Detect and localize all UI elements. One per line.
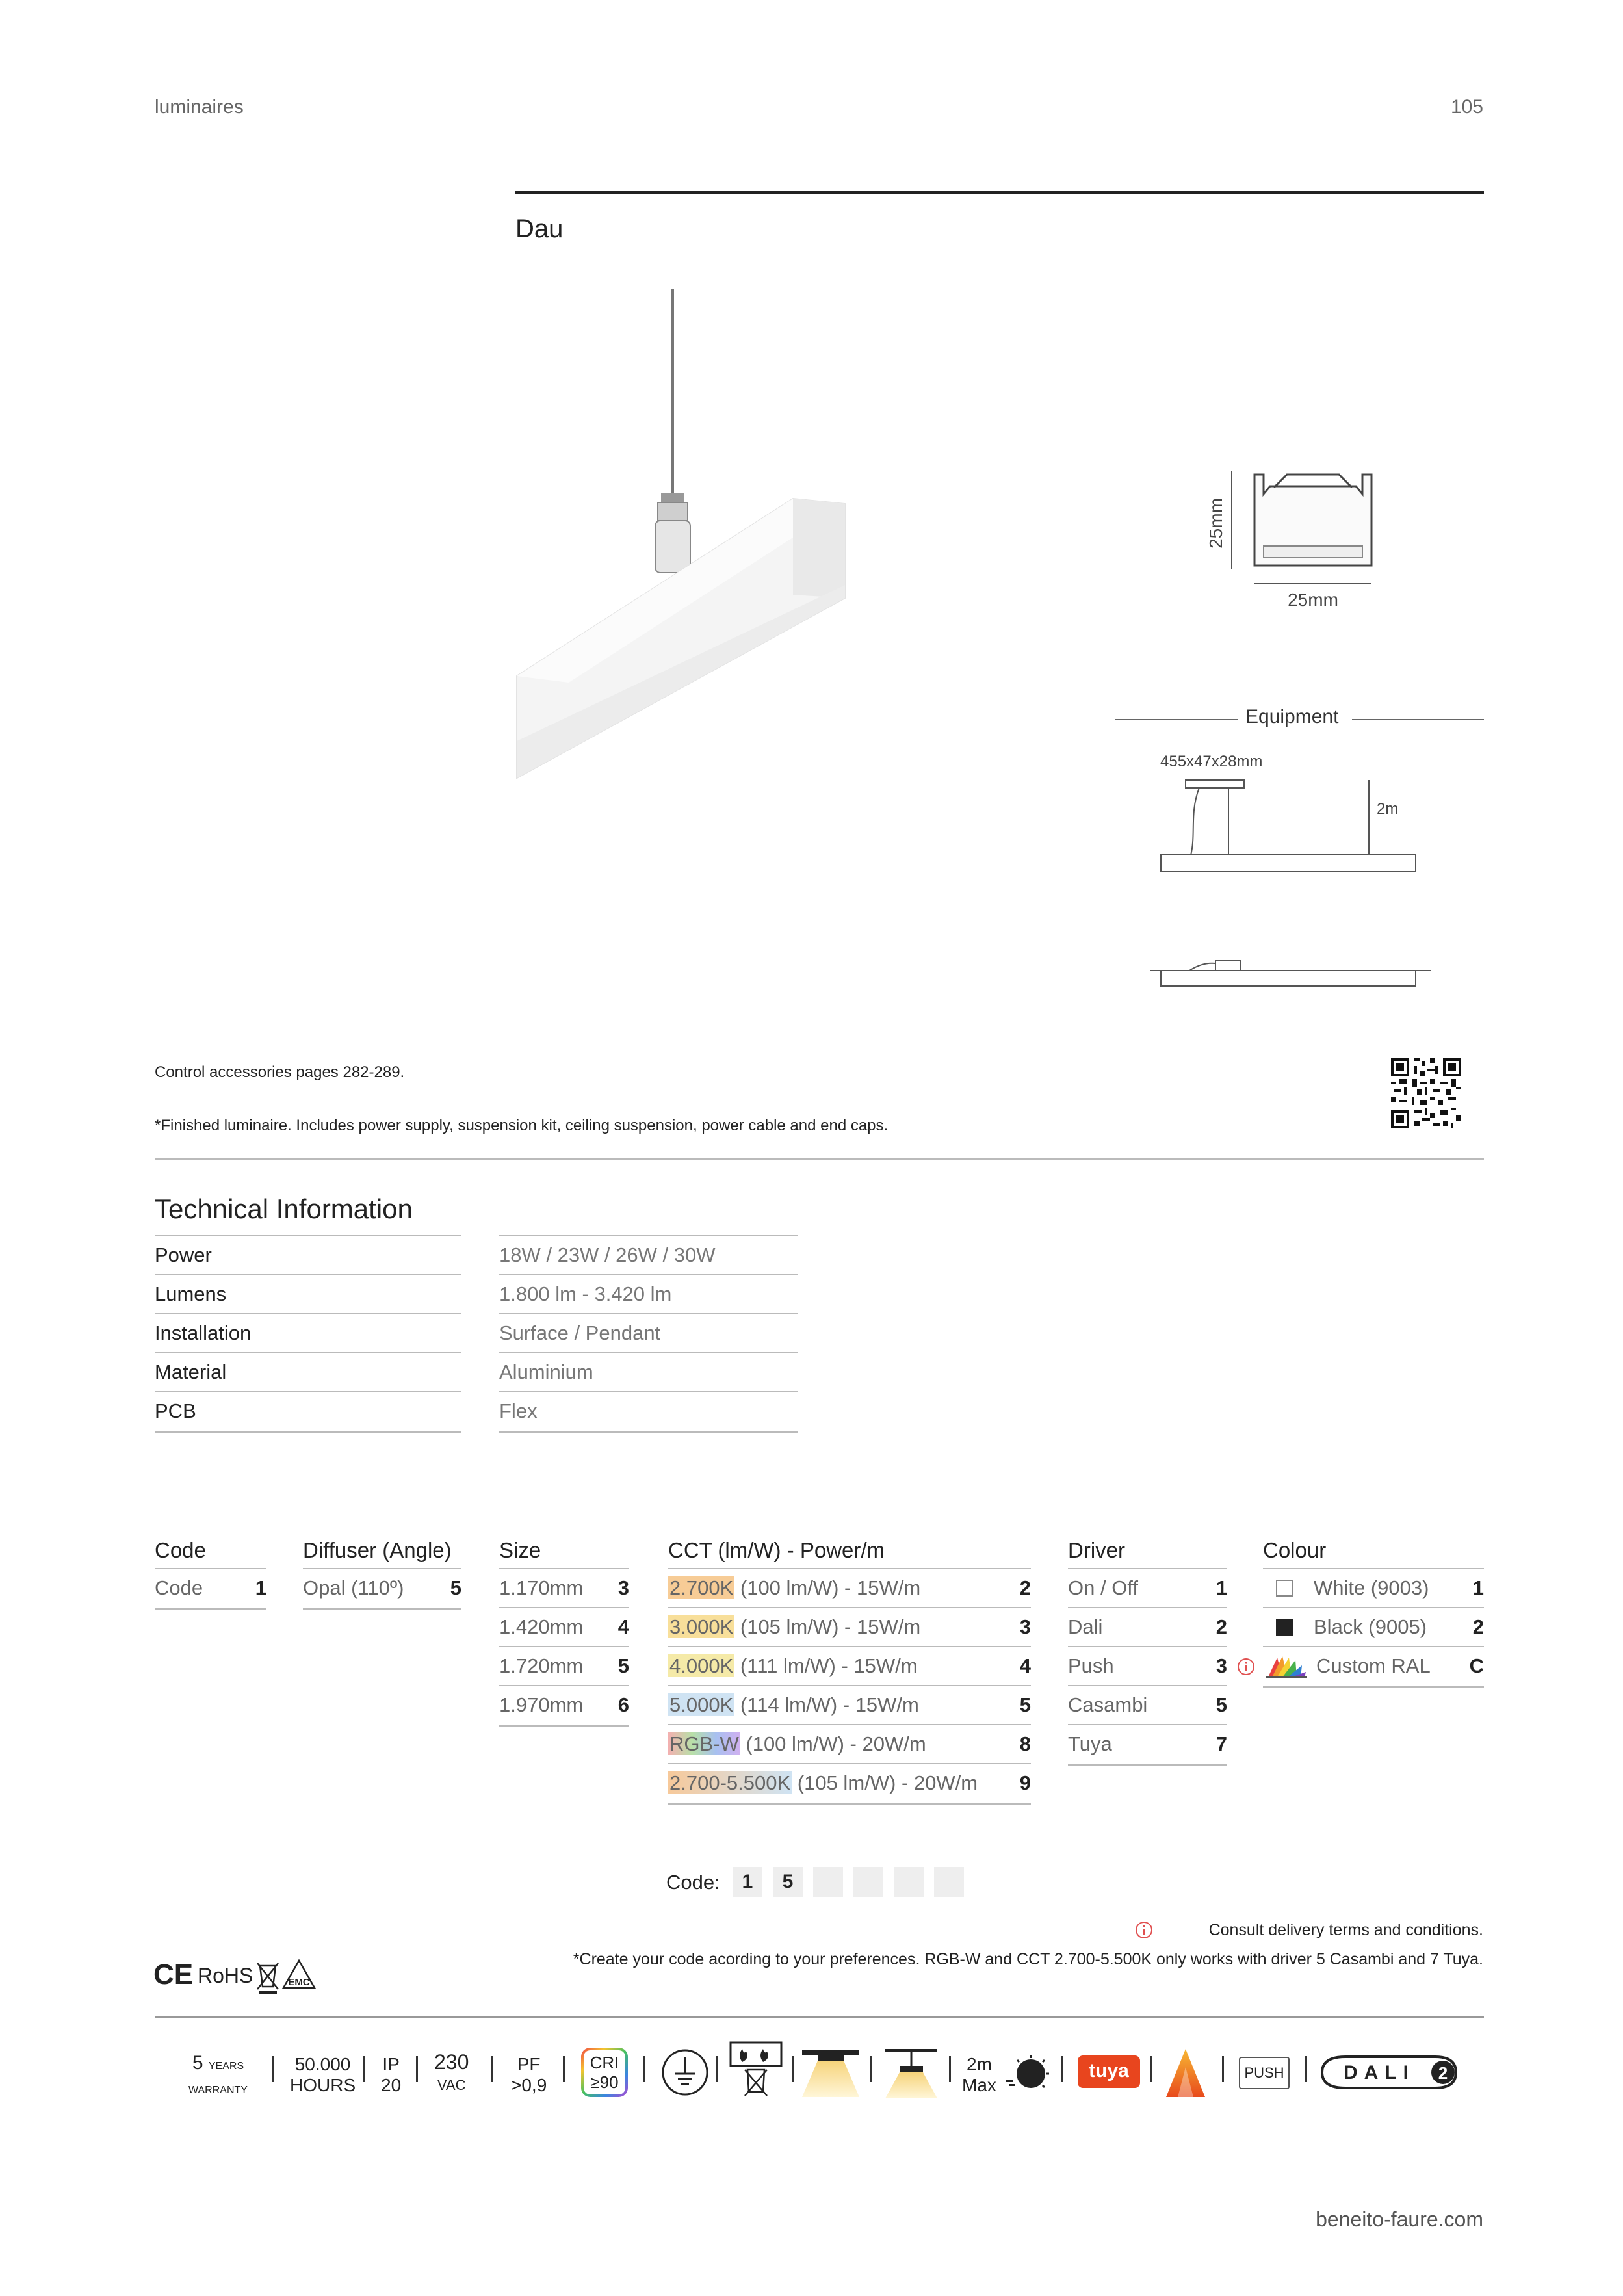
- pf-value: >0,9: [511, 2075, 547, 2095]
- driver-option-number: 5: [1215, 1693, 1227, 1716]
- cri-label: CRI: [590, 2053, 619, 2072]
- technical-info-title: Technical Information: [155, 1194, 413, 1224]
- size-option[interactable]: [499, 1568, 629, 1608]
- voltage-label: VAC: [437, 2077, 466, 2093]
- cable-length-label: 2m: [1377, 800, 1399, 818]
- colour-option-number: 1: [1472, 1576, 1484, 1599]
- driver-option[interactable]: [1068, 1607, 1227, 1647]
- finished-luminaire-note: *Finished luminaire. Includes power supply, suspension kit, ceiling suspension, power cable and end caps.: [155, 1117, 889, 1134]
- diffuser-option-number: 5: [450, 1576, 461, 1599]
- size-option-label: 1.970mm: [499, 1693, 584, 1716]
- hours-label: HOURS: [290, 2075, 356, 2095]
- cct-option-number: 2: [1019, 1576, 1031, 1599]
- svg-text:EMC: EMC: [288, 1977, 310, 1988]
- page-number: 105: [1450, 96, 1483, 118]
- ip-rating-icon: [381, 2054, 401, 2096]
- power-factor-icon: [511, 2054, 547, 2096]
- rohs-mark: RoHS: [198, 1964, 253, 1987]
- dali-2-logo: [1319, 2054, 1459, 2091]
- cct-value: 3.000K: [669, 1615, 734, 1638]
- spec-value-installation: Surface / Pendant: [499, 1313, 798, 1353]
- certification-logos: [153, 1955, 329, 1994]
- size-option-number: 4: [617, 1615, 629, 1638]
- colour-option-label: Black (9005): [1314, 1615, 1427, 1638]
- cct-option[interactable]: [668, 1763, 1031, 1805]
- cable-label: Max: [962, 2075, 996, 2095]
- equipment-size-label: 455x47x28mm: [1160, 753, 1263, 770]
- code-column-header: Code: [155, 1538, 206, 1562]
- cct-option-number: 5: [1019, 1693, 1031, 1716]
- size-option-number: 3: [617, 1576, 629, 1599]
- code-builder-label: Code:: [666, 1871, 720, 1894]
- code-box-4[interactable]: [853, 1867, 883, 1897]
- cct-value: 2.700K: [669, 1576, 734, 1599]
- driver-option-label: Tuya: [1068, 1732, 1112, 1755]
- website-url[interactable]: beneito-faure.com: [1316, 2208, 1483, 2231]
- colour-fan-icon: [1263, 1654, 1308, 1680]
- pf-label: PF: [517, 2054, 541, 2074]
- diffuser-option-label: Opal (110º): [303, 1576, 404, 1599]
- warranty-label: WARRANTY: [188, 2085, 248, 2096]
- driver-option-number: 2: [1215, 1615, 1227, 1638]
- dimmable-icon: [1006, 2054, 1052, 2093]
- cct-detail: (114 lm/W) - 15W/m: [734, 1693, 919, 1716]
- driver-option[interactable]: [1068, 1646, 1227, 1686]
- size-option[interactable]: [499, 1685, 629, 1727]
- driver-option[interactable]: [1068, 1724, 1227, 1766]
- driver-option-number: 7: [1215, 1732, 1227, 1755]
- features-divider: [155, 2016, 1484, 2018]
- hours-value: 50.000: [294, 2054, 351, 2074]
- fire-safety-icon: [729, 2041, 783, 2102]
- cri-icon: [581, 2048, 628, 2097]
- cct-option-number: 4: [1019, 1654, 1031, 1677]
- ip-label: IP: [382, 2054, 400, 2074]
- cct-value: 4.000K: [669, 1654, 734, 1677]
- cct-detail: (105 lm/W) - 20W/m: [792, 1771, 978, 1794]
- spec-value-material: Aluminium: [499, 1352, 798, 1392]
- driver-option-label: Casambi: [1068, 1693, 1148, 1716]
- cct-option-number: 9: [1019, 1771, 1031, 1794]
- equipment-rule-right: [1352, 719, 1484, 720]
- size-option-number: 6: [617, 1693, 629, 1716]
- cct-option[interactable]: [668, 1607, 1031, 1647]
- warranty-unit: YEARS: [208, 2061, 244, 2072]
- code-box-3[interactable]: [813, 1867, 843, 1897]
- size-column-header: Size: [499, 1538, 541, 1562]
- size-option-number: 5: [617, 1654, 629, 1677]
- code-option[interactable]: [155, 1568, 266, 1610]
- spec-value-power: 18W / 23W / 26W / 30W: [499, 1235, 798, 1275]
- diffuser-column-header: Diffuser (Angle): [303, 1538, 452, 1562]
- colour-option-number: C: [1469, 1654, 1484, 1677]
- size-option-label: 1.720mm: [499, 1654, 584, 1677]
- product-title: Dau: [515, 215, 564, 243]
- spec-label-power: Power: [155, 1235, 461, 1275]
- cct-detail: (100 lm/W) - 20W/m: [740, 1732, 926, 1755]
- cct-option[interactable]: [668, 1685, 1031, 1725]
- driver-option-label: Push: [1068, 1654, 1114, 1677]
- colour-option-label: White (9003): [1314, 1576, 1429, 1599]
- diffuser-option[interactable]: [303, 1568, 461, 1610]
- ip-value: 20: [381, 2075, 402, 2095]
- equipment-label: Equipment: [1245, 706, 1339, 727]
- casambi-logo: [1165, 2048, 1206, 2100]
- warranty-icon: [188, 2053, 248, 2101]
- spec-value-lumens: 1.800 lm - 3.420 lm: [499, 1274, 798, 1314]
- code-option-number: 1: [255, 1576, 266, 1599]
- size-option[interactable]: [499, 1646, 629, 1686]
- size-option-label: 1.170mm: [499, 1576, 584, 1599]
- emc-icon: [283, 1961, 315, 1988]
- control-accessories-note: Control accessories pages 282-289.: [155, 1063, 405, 1081]
- code-box-1[interactable]: 1: [733, 1867, 762, 1897]
- spec-label-material: Material: [155, 1352, 461, 1392]
- lifetime-hours-icon: [290, 2054, 356, 2096]
- driver-column-header: Driver: [1068, 1538, 1125, 1562]
- driver-option-number: 1: [1215, 1576, 1227, 1599]
- spec-label-lumens: Lumens: [155, 1274, 461, 1314]
- cri-value: ≥90: [590, 2072, 619, 2092]
- title-divider: [515, 191, 1484, 194]
- profile-section-drawing: [1206, 462, 1391, 618]
- equipment-drawing: [1150, 774, 1449, 1021]
- colour-option-custom[interactable]: [1263, 1646, 1484, 1688]
- driver-option-label: On / Off: [1068, 1576, 1138, 1599]
- qr-code[interactable]: [1391, 1058, 1461, 1128]
- cct-option[interactable]: [668, 1568, 1031, 1608]
- product-photo: [507, 286, 871, 793]
- equipment-rule-left: [1115, 719, 1238, 720]
- consult-terms-note: Consult delivery terms and conditions.: [1208, 1921, 1483, 1939]
- ce-mark: CE: [153, 1959, 194, 1990]
- cct-option-number: 3: [1019, 1615, 1031, 1638]
- cct-value: RGB-W: [669, 1732, 739, 1755]
- driver-option[interactable]: [1068, 1568, 1227, 1608]
- colour-column-header: Colour: [1263, 1538, 1327, 1562]
- code-box-5[interactable]: [894, 1867, 924, 1897]
- spec-label-pcb: PCB: [155, 1391, 461, 1433]
- dali-version: 2: [1438, 2063, 1448, 2083]
- black-swatch: [1276, 1619, 1293, 1636]
- size-option-label: 1.420mm: [499, 1615, 584, 1638]
- downlight-icon: [799, 2046, 862, 2102]
- warranty-years: 5: [192, 2052, 203, 2074]
- pendant-icon: [881, 2046, 941, 2102]
- section-label: luminaires: [155, 96, 244, 118]
- code-box-6[interactable]: [934, 1867, 964, 1897]
- size-option[interactable]: [499, 1607, 629, 1647]
- code-box-2[interactable]: 5: [773, 1867, 803, 1897]
- white-swatch: [1276, 1580, 1293, 1597]
- cable-length-icon: [962, 2054, 996, 2096]
- cct-column-header: CCT (lm/W) - Power/m: [668, 1538, 885, 1562]
- cct-value: 5.000K: [669, 1693, 734, 1716]
- profile-width-label: 25mm: [1288, 590, 1338, 610]
- push-control-logo: PUSH: [1239, 2057, 1290, 2089]
- cct-option-number: 8: [1019, 1732, 1031, 1755]
- info-icon[interactable]: [1237, 1658, 1255, 1676]
- driver-option-number: 3: [1215, 1654, 1227, 1677]
- spec-value-pcb: Flex: [499, 1391, 798, 1433]
- cct-option[interactable]: [668, 1724, 1031, 1764]
- info-icon: [1134, 1920, 1154, 1940]
- voltage-icon: [434, 2052, 469, 2096]
- colour-option-label: Custom RAL: [1316, 1654, 1431, 1677]
- driver-option-label: Dali: [1068, 1615, 1103, 1638]
- profile-height-label: 25mm: [1206, 498, 1226, 549]
- earth-class-icon: [660, 2048, 710, 2097]
- cct-detail: (100 lm/W) - 15W/m: [734, 1576, 921, 1599]
- tuya-logo: tuya: [1078, 2055, 1140, 2088]
- cable-value: 2m: [967, 2054, 992, 2074]
- create-code-note: *Create your code acording to your preferences. RGB-W and CCT 2.700-5.500K only works with driver 5 Casambi and 7 Tuya.: [573, 1950, 1483, 1968]
- colour-option-black[interactable]: [1263, 1607, 1484, 1647]
- cct-value: 2.700-5.500K: [669, 1771, 791, 1794]
- colour-option-white[interactable]: [1263, 1568, 1484, 1608]
- dali-text: DALI: [1344, 2062, 1415, 2083]
- weee-icon: [257, 1963, 278, 1994]
- driver-option[interactable]: [1068, 1685, 1227, 1725]
- cct-detail: (105 lm/W) - 15W/m: [734, 1615, 921, 1638]
- cct-option[interactable]: [668, 1646, 1031, 1686]
- cct-detail: (111 lm/W) - 15W/m: [734, 1654, 918, 1677]
- colour-option-number: 2: [1472, 1615, 1484, 1638]
- code-option-label: Code: [155, 1576, 203, 1599]
- voltage-value: 230: [434, 2050, 469, 2074]
- notes-divider: [155, 1158, 1484, 1160]
- spec-label-installation: Installation: [155, 1313, 461, 1353]
